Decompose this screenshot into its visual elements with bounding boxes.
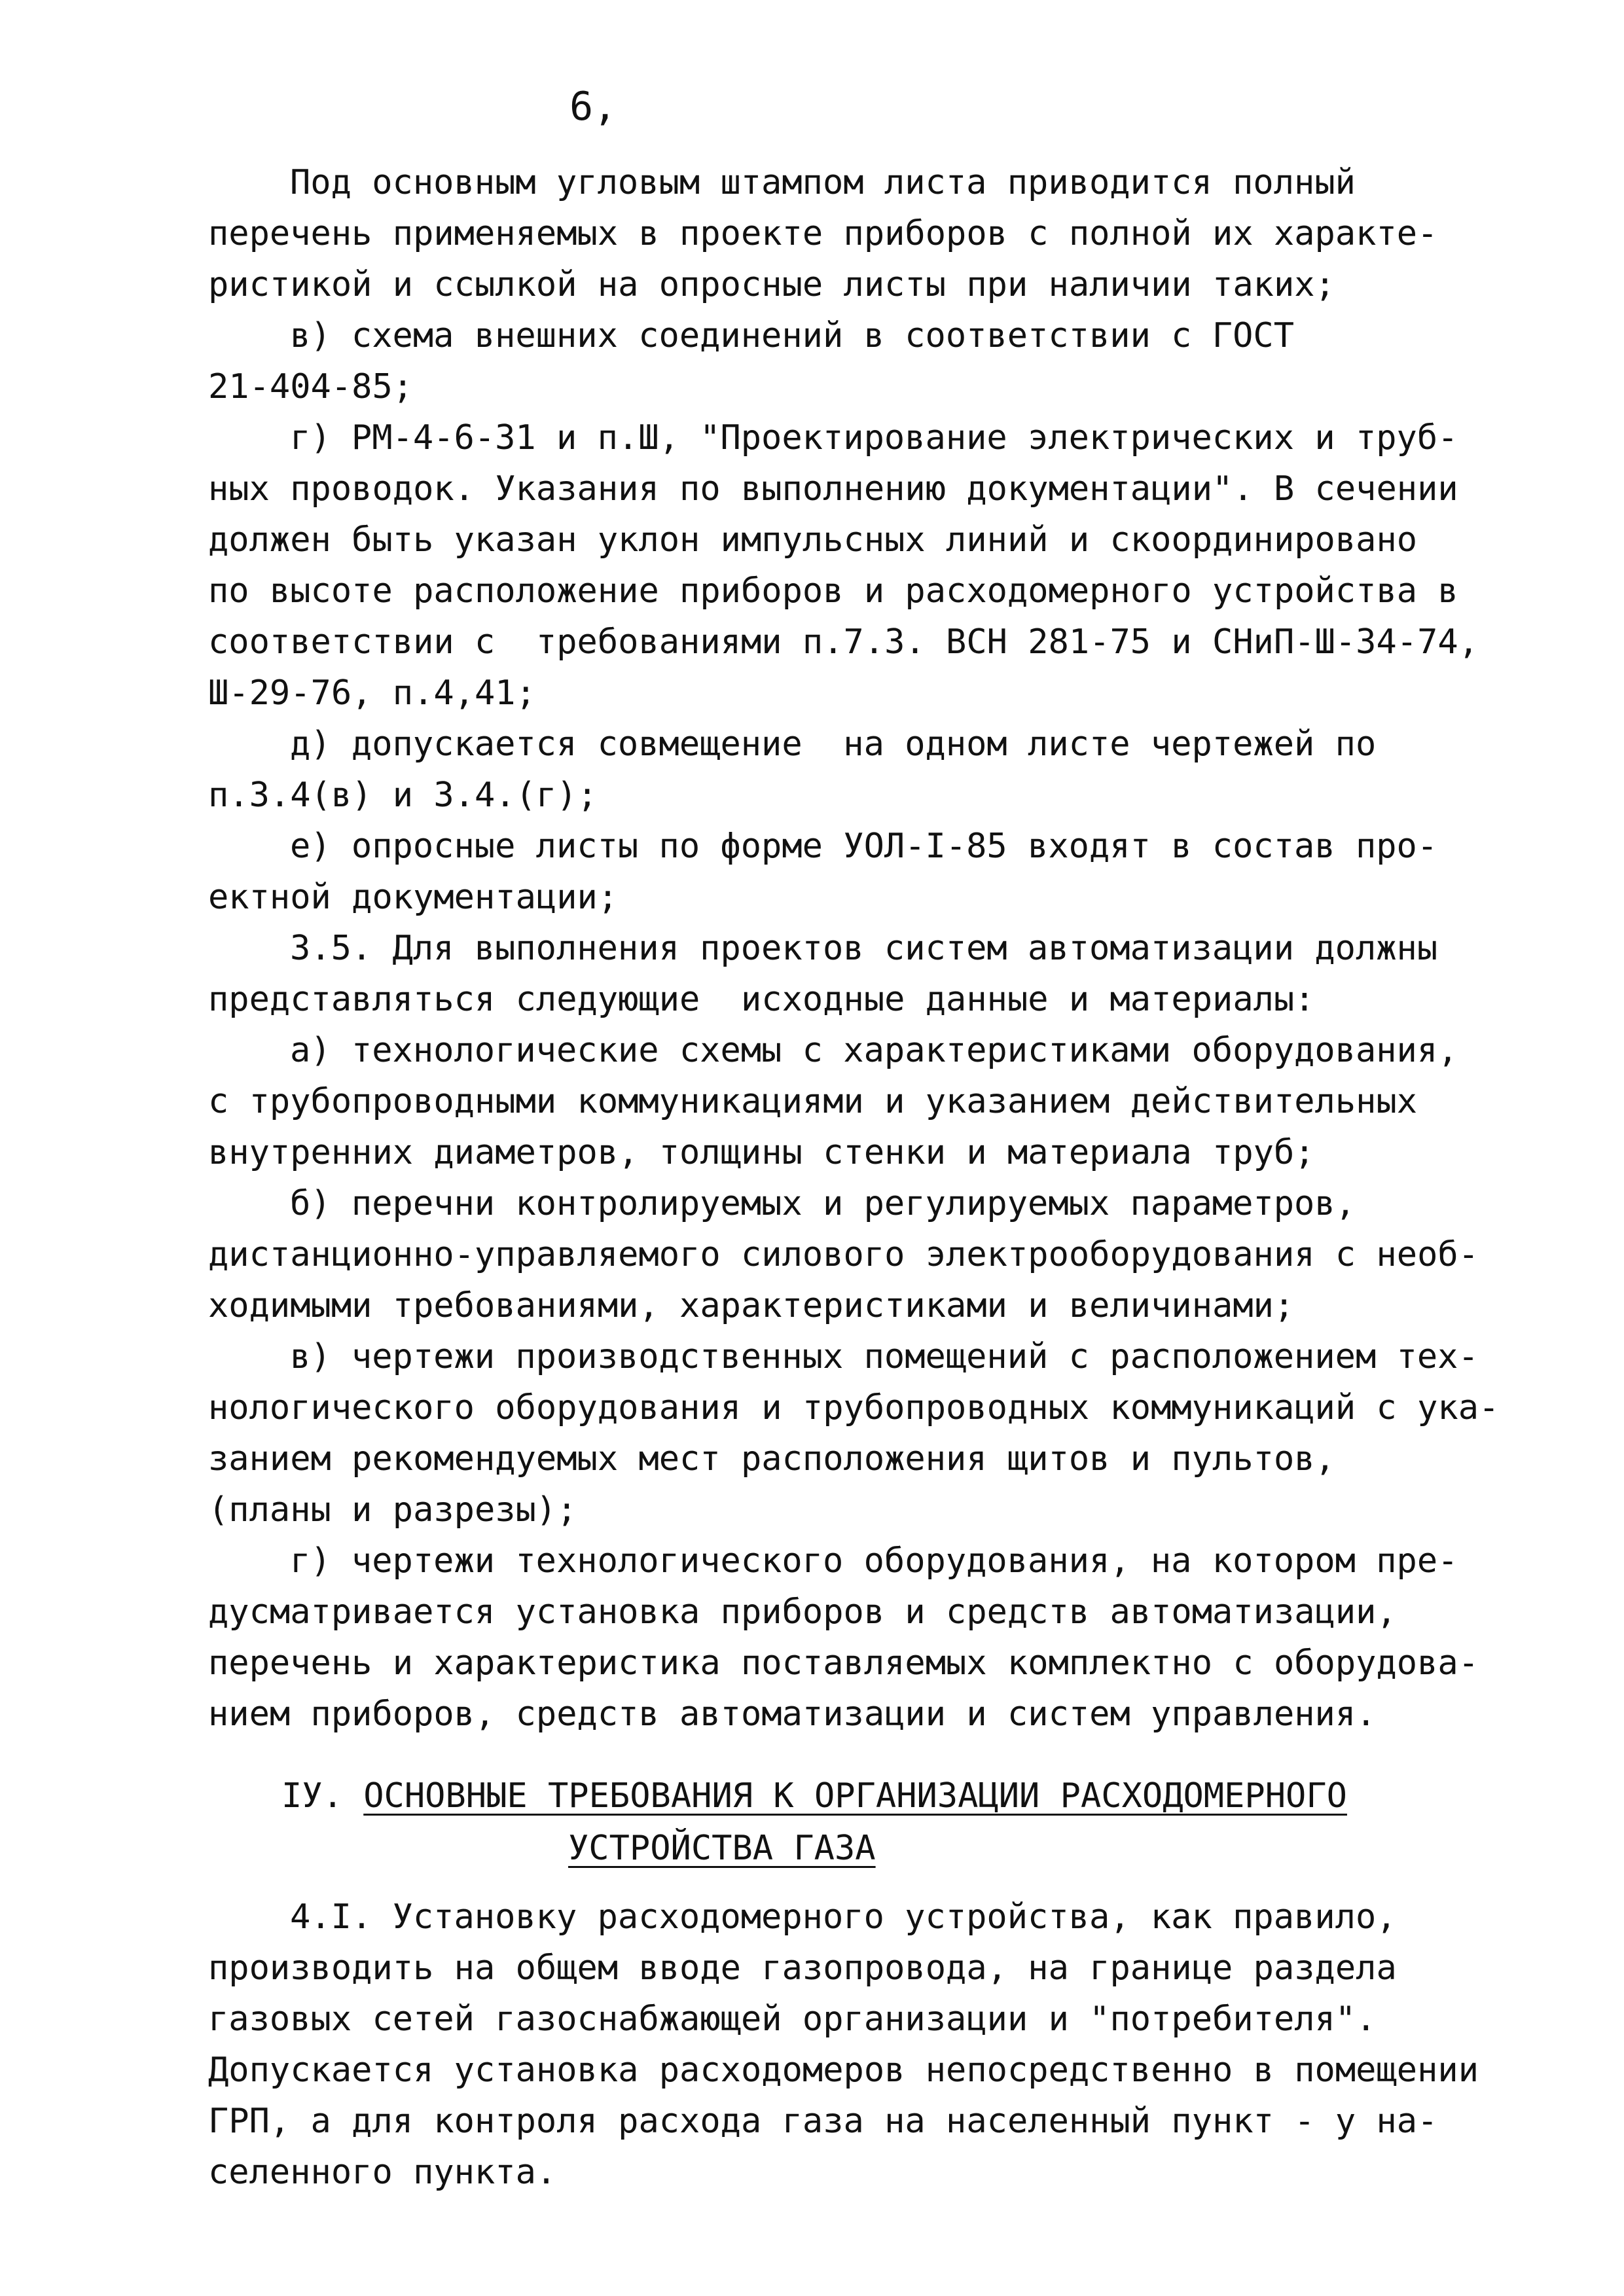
text-line: с трубопроводными коммуникациями и указанием действительных — [208, 1082, 1418, 1121]
text-line: ходимыми требованиями, характеристиками и величинами; — [208, 1286, 1295, 1325]
text-line: Ш-29-76, п.4,41; — [208, 673, 536, 713]
text-line: п.3.4(в) и 3.4.(г); — [208, 776, 598, 815]
text-line: д) допускается совмещение на одном листе чертежей по — [290, 725, 1377, 764]
text-line: г) РМ-4-6-31 и п.Ш, "Проектирование электрических и труб- — [290, 418, 1458, 457]
text-line: 4.I. Установку расходомерного устройства, как правило, — [290, 1897, 1397, 1937]
text-line: должен быть указан уклон импульсных линий и скоординировано — [208, 520, 1418, 560]
section-heading — [281, 1770, 1394, 1875]
section-title-line-2: УСТРОЙСТВА ГАЗА — [568, 1829, 876, 1868]
text-line: в) схема внешних соединений в соответствии с ГОСТ — [290, 316, 1295, 355]
text-line: перечень и характеристика поставляемых комплектно с оборудова- — [208, 1643, 1479, 1683]
section-3-body — [208, 157, 1500, 1740]
text-line: занием рекомендуемых мест расположения щитов и пультов, — [208, 1439, 1335, 1479]
text-line: Под основным угловым штампом листа приводится полный — [290, 163, 1356, 202]
text-line: перечень применяемых в проекте приборов с полной их характе- — [208, 214, 1438, 253]
text-line: 21-404-85; — [208, 367, 414, 406]
section-4-body — [208, 1892, 1478, 2198]
text-line: г) чертежи технологического оборудования, на котором пре- — [290, 1541, 1458, 1581]
text-line: дусматривается установка приборов и средств автоматизации, — [208, 1592, 1397, 1632]
text-line: селенного пункта. — [208, 2153, 557, 2192]
section-heading-line-1 — [281, 1770, 1394, 1823]
text-line: б) перечни контролируемых и регулируемых параметров, — [290, 1184, 1356, 1223]
page-number: 6, — [569, 84, 617, 130]
text-line: (планы и разрезы); — [208, 1490, 577, 1530]
text-line: по высоте расположение приборов и расходомерного устройства в — [208, 571, 1458, 611]
text-line: а) технологические схемы с характеристиками оборудования, — [290, 1031, 1458, 1070]
text-line: нологического оборудования и трубопроводных коммуникаций с ука- — [208, 1388, 1500, 1427]
section-heading-line-2 — [281, 1823, 1394, 1875]
text-line: ектной документации; — [208, 878, 619, 917]
text-line: нием приборов, средств автоматизации и систем управления. — [208, 1695, 1377, 1734]
text-line: производить на общем вводе газопровода, на границе раздела — [208, 1948, 1397, 1988]
text-line: ных проводок. Указания по выполнению документации". В сечении — [208, 469, 1458, 509]
section-title-line-1: ОСНОВНЫЕ ТРЕБОВАНИЯ К ОРГАНИЗАЦИИ РАСХОДОМЕРНОГО — [363, 1776, 1347, 1816]
section-number: IУ. — [281, 1776, 343, 1816]
text-line: представляться следующие исходные данные и материалы: — [208, 980, 1315, 1019]
text-line: 3.5. Для выполнения проектов систем автоматизации должны — [290, 929, 1438, 968]
text-line: Допускается установка расходомеров непосредственно в помещении — [208, 2051, 1479, 2090]
text-line: газовых сетей газоснабжающей организации и "потребителя". — [208, 2000, 1377, 2039]
text-line: ГРП, а для контроля расхода газа на населенный пункт - у на- — [208, 2102, 1438, 2141]
text-line: соответствии с требованиями п.7.3. ВСН 281-75 и СНиП-Ш-34-74, — [208, 622, 1479, 662]
text-line: е) опросные листы по форме УОЛ-I-85 входят в состав про- — [290, 827, 1438, 866]
text-line: в) чертежи производственных помещений с расположением тех- — [290, 1337, 1479, 1376]
text-line: ристикой и ссылкой на опросные листы при наличии таких; — [208, 265, 1335, 304]
text-line: внутренних диаметров, толщины стенки и материала труб; — [208, 1133, 1315, 1172]
text-line: дистанционно-управляемого силового электрооборудования с необ- — [208, 1235, 1479, 1274]
